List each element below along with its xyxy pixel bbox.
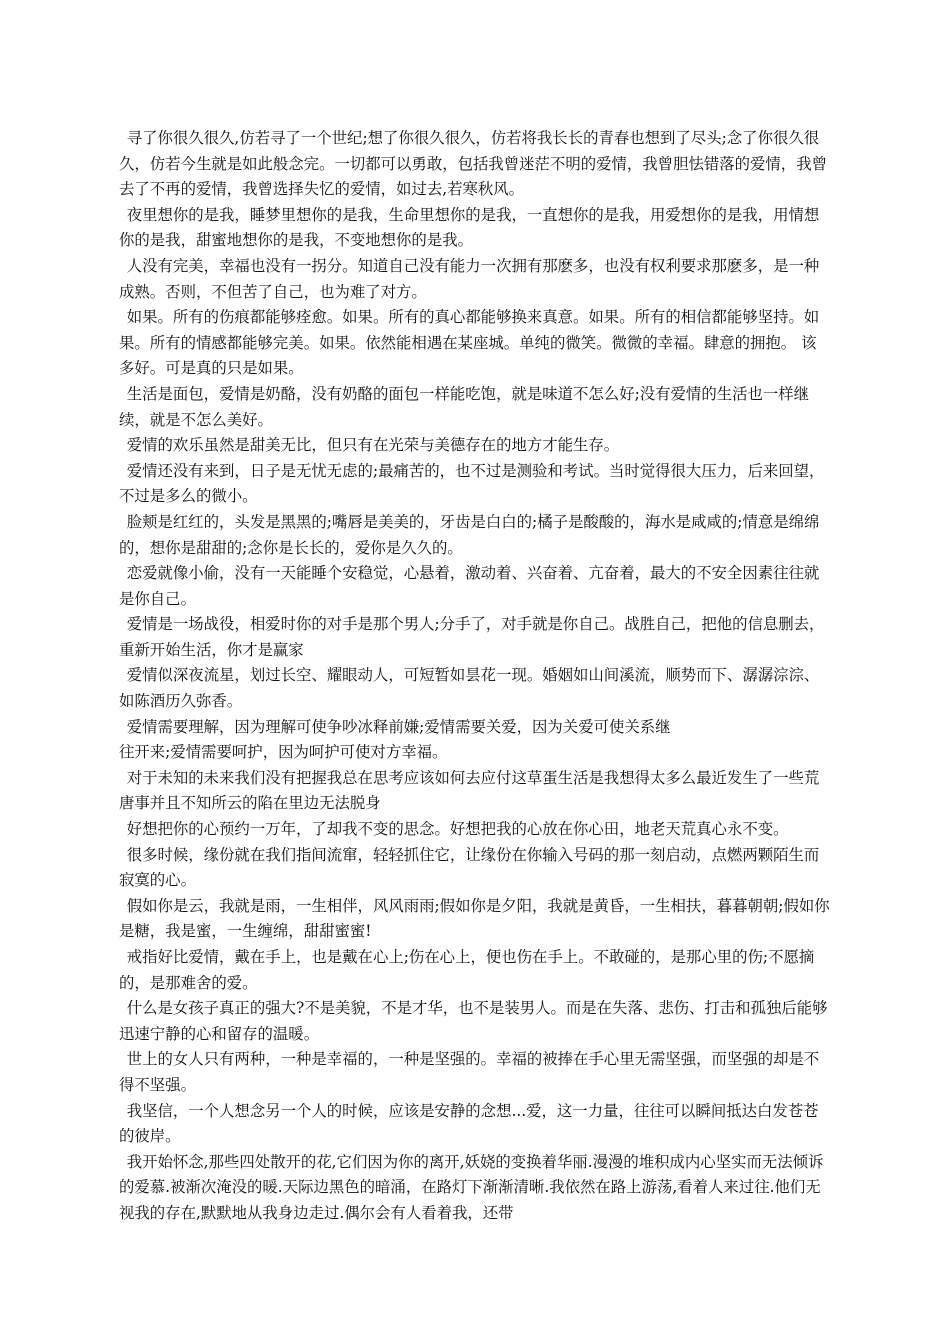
- paragraph: 恋爱就像小偷，没有一天能睡个安稳觉，心悬着，激动着、兴奋着、亢奋着，最大的不安全因素往往就是你自己。: [119, 564, 820, 608]
- document-body: [119, 126, 831, 1227]
- paragraph: 脸颊是红红的，头发是黑黑的;嘴唇是美美的，牙齿是白白的;橘子是酸酸的，海水是咸咸的;情意是绵绵的，想你是甜甜的;念你是长长的，爱你是久久的。: [119, 512, 820, 557]
- paragraph: 爱情需要理解，因为理解可使争吵冰释前嫌;爱情需要关爱，因为关爱可使关系继 往开来;爱情需要呵护，因为呵护可使对方幸福。: [119, 717, 671, 762]
- paragraph: 我开始怀念,那些四处散开的花,它们因为你的离开,妖娆的变换着华丽.漫漫的堆积成内心坚实而无法倾诉的爱慕.被渐次淹没的暖.天际边黑色的暗涌，在路灯下渐渐清晰.我依然在路上游荡,看着人来过往.他们无视我的存在,默默地从我身边走过.偶尔会有人看着我，还带: [119, 1152, 824, 1222]
- paragraph: 好想把你的心预约一万年，了却我不变的思念。好想把我的心放在你心田，地老天荒真心永不变。: [126, 820, 789, 839]
- paragraph: 生活是面包，爱情是奶酪，没有奶酪的面包一样能吃饱，就是味道不怎么好;没有爱情的生活也一样继续，就是不怎么美好。: [119, 384, 810, 429]
- paragraph: 假如你是云，我就是雨，一生相伴，风风雨雨;假如你是夕阳，我就是黄昏，一生相扶，暮暮朝朝;假如你是糖，我是蜜，一生缠绵，甜甜蜜蜜!: [119, 896, 830, 941]
- paragraph: 对于未知的未来我们没有把握我总在思考应该如何去应付这草蛋生活是我想得太多么最近发生了一些荒唐事并且不知所云的陷在里边无法脱身: [119, 768, 820, 813]
- paragraph: 世上的女人只有两种，一种是幸福的，一种是坚强的。幸福的被捧在手心里无需坚强，而坚强的却是不得不坚强。: [119, 1050, 820, 1094]
- paragraph: 人没有完美，幸福也没有一拐分。知道自己没有能力一次拥有那麽多，也没有权利要求那麽多，是一种成熟。否则，不但苦了自己，也为难了对方。: [119, 256, 820, 301]
- paragraph: 什么是女孩子真正的强大?不是美貌，不是才华，也不是装男人。而是在失落、悲伤、打击和孤独后能够迅速宁静的心和留存的温暖。: [119, 999, 828, 1043]
- paragraph: 寻了你很久很久,仿若寻了一个世纪;想了你很久很久，仿若将我长长的青春也想到了尽头;念了你很久很久，仿若今生就是如此般念完。一切都可以勇敢，包括我曾迷茫不明的爱情，我曾胆怯错落的爱情，我曾去了不再的爱情，我曾选择失忆的爱情，如过去,若寒秋风。: [119, 129, 827, 199]
- paragraph: 夜里想你的是我，睡梦里想你的是我，生命里想你的是我，一直想你的是我，用爱想你的是我，用情想你的是我，甜蜜地想你的是我，不变地想你的是我。: [119, 205, 820, 250]
- paragraph: 如果。所有的伤痕都能够痊愈。如果。所有的真心都能够换来真意。如果。所有的相信都能够坚持。如果。所有的情感都能够完美。如果。依然能相遇在某座城。单纯的微笑。微微的幸福。肆意的拥抱。 该多好。可是真的只是如果。: [119, 308, 820, 378]
- paragraph: 爱情似深夜流星，划过长空、耀眼动人，可短暂如昙花一现。婚姻如山间溪流，顺势而下、潺潺淙淙、如陈酒历久弥香。: [119, 666, 820, 711]
- paragraph: 爱情的欢乐虽然是甜美无比，但只有在光荣与美德存在的地方才能生存。: [126, 436, 620, 455]
- paragraph: 爱情还没有来到，日子是无忧无虑的;最痛苦的，也不过是测验和考试。当时觉得很大压力，后来回望，不过是多么的微小。: [119, 461, 825, 506]
- paragraph: 戒指好比爱情，戴在手上，也是戴在心上;伤在心上，便也伤在手上。不敢碰的，是那心里的伤;不愿摘的，是那难舍的爱。: [119, 948, 815, 992]
- paragraph: 很多时候，缘份就在我们指间流窜，轻轻抓住它，让缘份在你输入号码的那一刻启动，点燃两颗陌生而寂寞的心。: [119, 845, 820, 890]
- paragraph: 我坚信，一个人想念另一个人的时候，应该是安静的念想...爱，这一力量，往往可以瞬间抵达白发苍苍的彼岸。: [119, 1101, 819, 1146]
- paragraph: 爱情是一场战役，相爱时你的对手是那个男人;分手了，对手就是你自己。战胜自己，把他的信息删去，重新开始生活，你才是赢家: [119, 615, 825, 659]
